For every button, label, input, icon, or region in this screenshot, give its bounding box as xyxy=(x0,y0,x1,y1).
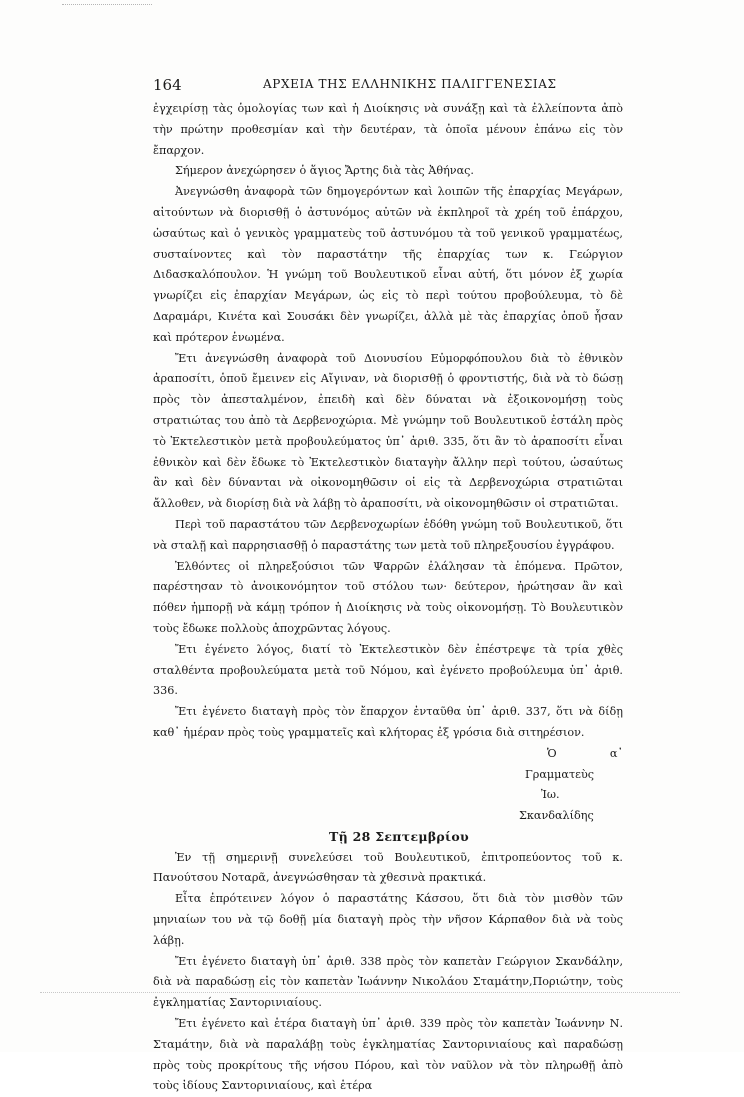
paragraph: Ἔτι ἐγένετο διαταγὴ πρὸς τὸν ἔπαρχον ἐνταῦθα ὑπ᾽ ἀριθ. 337, ὅτι νὰ δίδῃ καθ᾽ ἡμέραν πρὸς τοὺς γραμματεῖς καὶ κλήτορας ἐξ γρόσια διὰ σιτηρέσιον. xyxy=(153,705,623,739)
paragraph: Ἐλθόντες οἱ πληρεξούσιοι τῶν Ψαρρῶν ἐλάλησαν τὰ ἑπόμενα. Πρῶτον, παρέστησαν τὸ ἀνοικονόμητον τοῦ στόλου των· δεύτερον, ἠρώτησαν ἂν καὶ πόθεν ἠμπορῇ νὰ κάμῃ τρόπον ἡ Διοίκησις νὰ τοὺς οἰκονομήσῃ. Τὸ Βουλευτικὸν τοὺς ἔδωκε πολλοὺς ἀποχρῶντας λόγους. xyxy=(153,559,623,635)
paragraph: Περὶ τοῦ παραστάτου τῶν Δερβενοχωρίων ἐδόθη γνώμη τοῦ Βουλευτικοῦ, ὅτι νὰ σταλῇ καὶ παρρησιασθῇ ὁ παραστάτης των μετὰ τοῦ πληρεξουσίου ἐγγράφου. xyxy=(153,517,623,552)
paragraph: Ἀνεγνώσθη ἀναφορὰ τῶν δημογερόντων καὶ λοιπῶν τῆς ἐπαρχίας Μεγάρων, αἰτούντων νὰ διορισθῇ ὁ ἀστυνόμος αὐτῶν νὰ ἐκπληροῖ τὰ χρέη τοῦ ἐπάρχου, ὡσαύτως καὶ ὁ γενικὸς γραμματεὺς τοῦ ἀστυνόμου τὰ τοῦ γενικοῦ γραμματέως, συσταίνοντες καὶ τὸν παραστάτην τῆς ἐπαρχίας των κ. Γεώργιον Διδασκαλόπουλον. Ἡ γνώμη τοῦ Βουλευτικοῦ εἶναι αὐτή, ὅτι μόνον ἐξ χωρία γνωρίζει εἰς ἐπαρχίαν Μεγάρων, ὡς εἰς τὸ περὶ τούτου προβούλευμα, τὸ δὲ Δαραμάρι, Κινέτα καὶ Σουσάκι δὲν γνωρίζει, ἀλλὰ μὲ τὰς ἐπαρχίας ὁποῦ ἦσαν καὶ πρότερον ἑνωμένα. xyxy=(153,185,623,344)
page-number: 164 xyxy=(153,76,182,94)
paragraph: Ἐν τῇ σημερινῇ συνελεύσει τοῦ Βουλευτικοῦ, ἐπιτροπεύοντος τοῦ κ. Πανούτσου Νοταρᾶ, ἀνεγνώσθησαν τὰ χθεσινὰ πρακτικά. xyxy=(153,850,623,885)
paragraph: Ἔτι ἐγένετο διαταγὴ ὑπ᾽ ἀριθ. 338 πρὸς τὸν καπετὰν Γεώργιον Σκανδάλην, διὰ νὰ παραδώσῃ εἰς τὸν καπετὰν Ἰωάννην Νικολάου Σταμάτην,Ποριώτην, τοὺς ἐγκληματίας Σαντορινιαίους. xyxy=(153,954,623,1010)
signature-role: Ὁ α᾽ Γραμματεὺς xyxy=(525,746,623,781)
running-header xyxy=(153,76,623,96)
scan-artifact-top xyxy=(62,4,152,6)
paragraph: Εἶτα ἐπρότεινεν λόγον ὁ παραστάτης Κάσσου, ὅτι διὰ τὸν μισθὸν τῶν μηνιαίων του νὰ τῷ δοθῇ μία διαταγὴ πρὸς τὴν νῆσον Κάρπαθον διὰ νὰ τοὺς λάβῃ. xyxy=(153,892,623,947)
scan-artifact-bottom xyxy=(40,992,680,994)
paragraph: Ἔτι ἀνεγνώσθη ἀναφορὰ τοῦ Διονυσίου Εὐμορφόπουλου διὰ τὸ ἐθνικὸν ἀραποσίτι, ὁποῦ ἔμεινεν εἰς Αἴγιναν, νὰ διορισθῇ ὁ φροντιστής, διὰ νὰ τὸ δώσῃ πρὸς τὸν ἀπεσταλμένον, ἐπειδὴ καὶ δὲν δύναται νὰ ἐξοικονομήσῃ τοὺς στρατιώτας του ἀπὸ τὰ Δερβενοχώρια. Μὲ γνώμην τοῦ Βουλευτικοῦ ἐστάλη πρὸς τὸ Ἐκτελεστικὸν μετὰ προβουλεύματος ὑπ᾽ ἀριθ. 335, ὅτι ἂν τὸ ἀραποσίτι εἶναι ἐθνικὸν καὶ δὲν ἔδωκε τὸ Ἐκτελεστικὸν διαταγὴν ἄλλην περὶ τούτου, ὡσαύτως ἂν καὶ δὲν δύνανται νὰ οἰκονομηθῶσιν οἱ εἰς τὰ Δερβενοχώρια στρατιῶται ἄλλοθεν, νὰ διορίσῃ διὰ νὰ λάβῃ τὸ ἀραποσίτι, νὰ οἰκονομηθῶσιν οἱ στρατιῶται. xyxy=(153,351,623,511)
body-text xyxy=(153,99,623,1097)
paragraph: Σήμερον ἀνεχώρησεν ὁ ἅγιος Ἄρτης διὰ τὰς Ἀθήνας. xyxy=(175,164,474,178)
paragraph: Ἔτι ἐγένετο καὶ ἑτέρα διαταγὴ ὑπ᾽ ἀριθ. 339 πρὸς τὸν καπετὰν Ἰωάννην Ν. Σταμάτην, διὰ νὰ παραλάβῃ τοὺς ἐγκληματίας Σαντορινιαίους καὶ παραδώσῃ πρὸς τοὺς προκρίτους τῆς νήσου Πόρου, καὶ τὸν ναῦλον νὰ τὸν πληρωθῇ ἀπὸ τοὺς ἰδίους Σαντορινιαίους, καὶ ἑτέρα xyxy=(153,1017,623,1093)
journal-title: ΑΡΧΕΙΑ ΤΗΣ ΕΛΛΗΝΙΚΗΣ ΠΑΛΙΓΓΕΝΕΣΙΑΣ xyxy=(263,77,557,91)
signature-name: Ἰω. Σκανδαλίδης xyxy=(519,788,594,823)
paragraph-continuation: ἐγχειρίσῃ τὰς ὁμολογίας των καὶ ἡ Διοίκησις νὰ συνάξῃ καὶ τὰ ἐλλείποντα ἀπὸ τὴν πρώτην προθεσμίαν καὶ τὴν δευτέραν, τὰ ὁποῖα μένουν ἐπάνω εἰς τὸν ἔπαρχον. xyxy=(153,102,623,157)
paragraph: Ἔτι ἐγένετο λόγος, διατί τὸ Ἐκτελεστικὸν δὲν ἐπέστρεψε τὰ τρία χθὲς σταλθέντα προβουλεύματα μετὰ τοῦ Νόμου, καὶ ἐγένετο προβούλευμα ὑπ᾽ ἀριθ. 336. xyxy=(153,642,623,698)
section-heading: Τῇ 28 Σεπτεμβρίου xyxy=(328,828,469,844)
